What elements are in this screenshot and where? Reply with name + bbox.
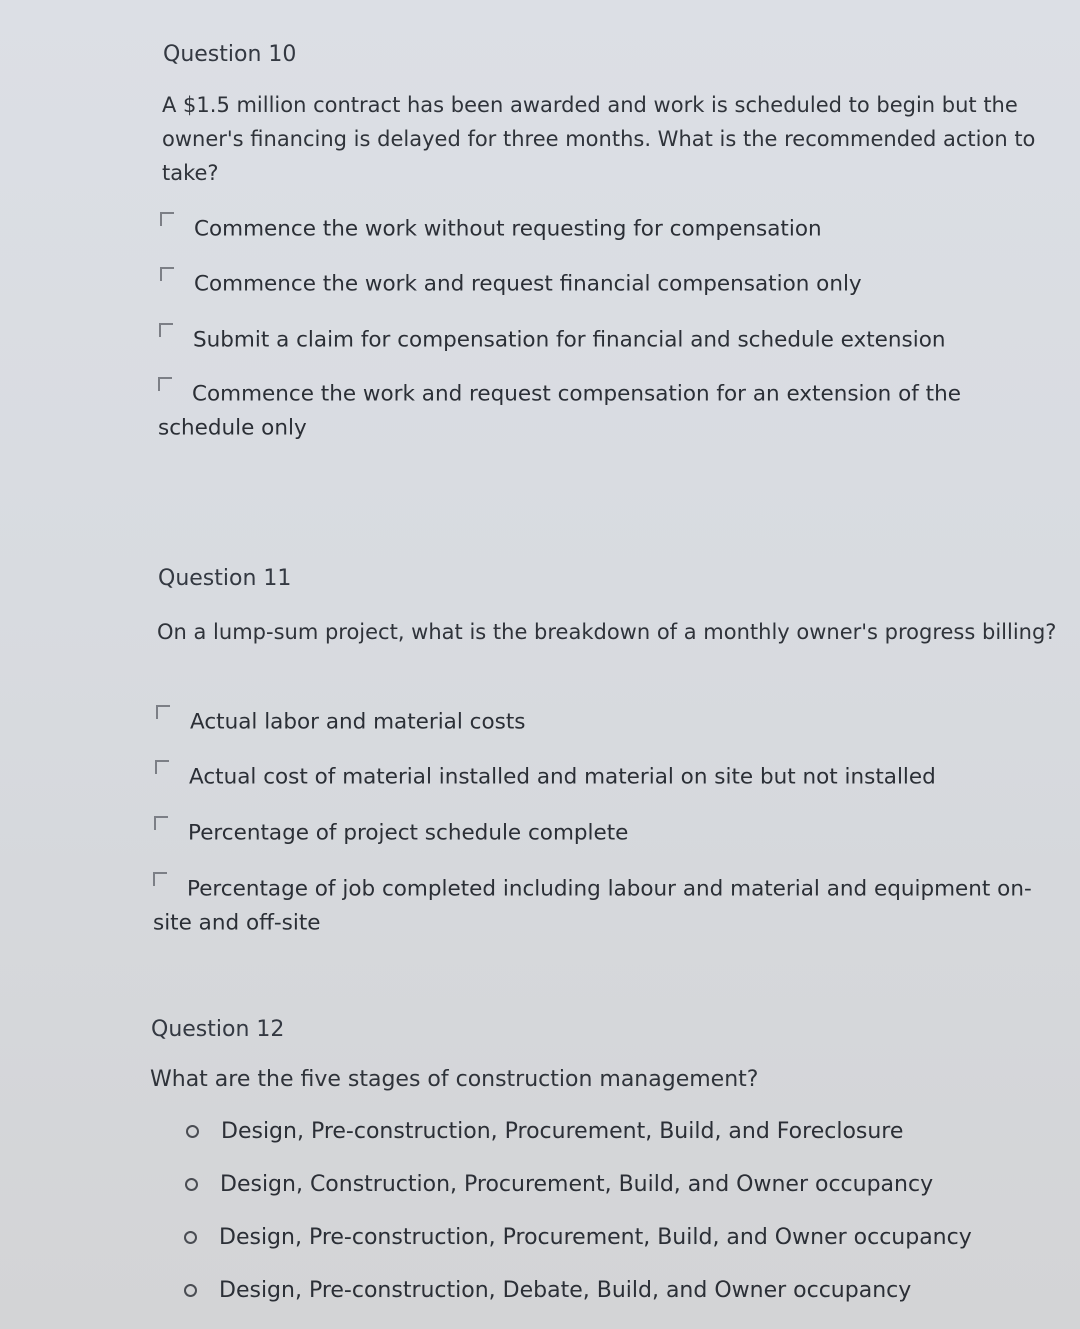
question-12-option-1[interactable]: Design, Pre-construction, Procurement, Build, and Foreclosure bbox=[186, 1116, 903, 1148]
question-12-option-4[interactable]: Design, Pre-construction, Debate, Build, and Owner occupancy bbox=[184, 1275, 911, 1307]
checkbox-icon[interactable] bbox=[154, 816, 168, 830]
question-12-option-2[interactable]: Design, Construction, Procurement, Build, and Owner occupancy bbox=[185, 1169, 933, 1201]
question-12-text: What are the five stages of construction management? bbox=[150, 1067, 759, 1092]
question-12-title: Question 12 bbox=[151, 1017, 285, 1042]
question-11-option-3[interactable]: Percentage of project schedule complete bbox=[154, 816, 628, 850]
question-10-option-3[interactable]: Submit a claim for compensation for financial and schedule extension bbox=[159, 323, 945, 357]
question-10-option-1[interactable]: Commence the work without requesting for compensation bbox=[160, 212, 822, 246]
checkbox-icon[interactable] bbox=[155, 760, 169, 774]
checkbox-icon[interactable] bbox=[153, 872, 167, 886]
question-11-option-2[interactable]: Actual cost of material installed and material on site but not installed bbox=[155, 760, 936, 794]
radio-icon[interactable] bbox=[184, 1284, 197, 1297]
checkbox-icon[interactable] bbox=[158, 377, 172, 391]
radio-icon[interactable] bbox=[186, 1125, 199, 1138]
question-11-title: Question 11 bbox=[158, 566, 292, 591]
radio-icon[interactable] bbox=[185, 1178, 198, 1191]
checkbox-icon[interactable] bbox=[160, 267, 174, 281]
question-10-text: A $1.5 million contract has been awarded and work is scheduled to begin but the owner's financing is delayed for three months. What is the recommended action to take? bbox=[162, 93, 1036, 185]
radio-icon[interactable] bbox=[184, 1231, 197, 1244]
checkbox-icon[interactable] bbox=[156, 705, 170, 719]
question-11-option-4[interactable]: Percentage of job completed including labour and material and equipment on-site and off-site bbox=[153, 872, 1068, 939]
question-10-option-2[interactable]: Commence the work and request financial compensation only bbox=[160, 267, 862, 301]
question-11-option-1[interactable]: Actual labor and material costs bbox=[156, 705, 525, 739]
question-12-option-3[interactable]: Design, Pre-construction, Procurement, Build, and Owner occupancy bbox=[184, 1222, 972, 1254]
question-10-option-4[interactable]: Commence the work and request compensation for an extension of the schedule only bbox=[158, 377, 1018, 444]
question-11-text: On a lump-sum project, what is the breakdown of a monthly owner's progress billing? bbox=[157, 620, 1057, 644]
checkbox-icon[interactable] bbox=[159, 323, 173, 337]
question-10-title: Question 10 bbox=[163, 42, 297, 67]
checkbox-icon[interactable] bbox=[160, 212, 174, 226]
